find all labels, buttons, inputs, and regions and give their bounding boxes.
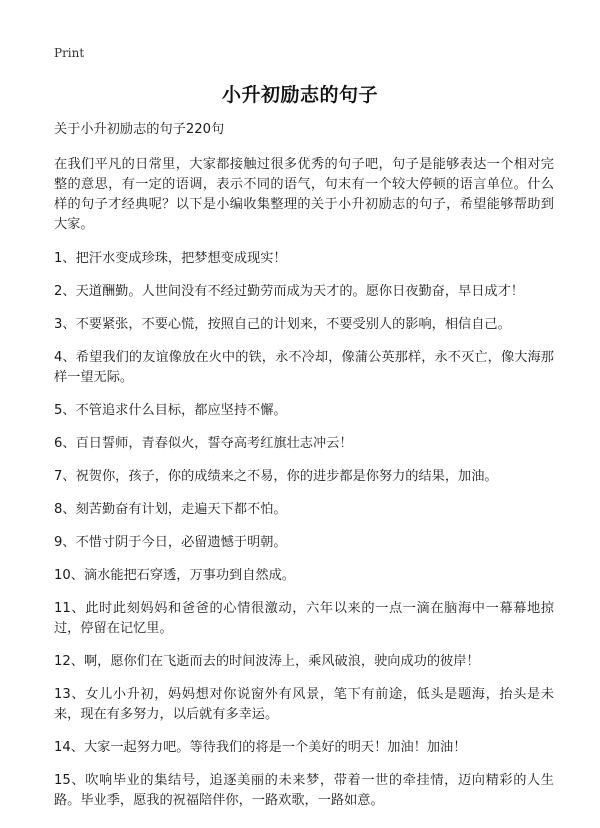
list-item: 7、祝贺你，孩子，你的成绩来之不易，你的进步都是你努力的结果，加油。 (54, 469, 498, 484)
list-item: 15、吹响毕业的集结号，追逐美丽的未来梦，带着一世的牵挂情，迈向精彩的人生路。毕业季，愿我的祝福陪伴你，一路欢歌，一路如意。 (54, 773, 554, 808)
list-item: 8、刻苦勤奋有计划，走遍天下都不怕。 (54, 502, 287, 517)
list-item: 2、天道酬勤。人世间没有不经过勤劳而成为天才的。愿你日夜勤奋，早日成才！ (54, 284, 524, 299)
list-item: 12、啊，愿你们在飞逝而去的时间波涛上，乘风破浪，驶向成功的彼岸！ (54, 654, 480, 669)
list-item: 11、此时此刻妈妈和爸爸的心情很激动，六年以来的一点一滴在脑海中一幕幕地掠过，停留在记忆里。 (54, 601, 554, 636)
list-item: 13、女儿小升初，妈妈想对你说窗外有风景，笔下有前途，低头是题海，抬头是未来，现在有多努力，以后就有多幸运。 (54, 687, 554, 722)
list-item: 1、把汗水变成珍珠，把梦想变成现实！ (54, 251, 287, 266)
list-item: 4、希望我们的友谊像放在火中的铁，永不冷却，像蒲公英那样，永不灭亡，像大海那样一望无际。 (54, 350, 554, 385)
list-item: 14、大家一起努力吧。等待我们的将是一个美好的明天！加油！加油！ (54, 740, 467, 755)
intro-paragraph: 在我们平凡的日常里，大家都接触过很多优秀的句子吧，句子是能够表达一个相对完整的意思，有一定的语调，表示不同的语气，句末有一个较大停顿的语言单位。什么样的句子才经典呢？以下是小编收集整理的关于小升初励志的句子，希望能够帮助到大家。 (54, 157, 554, 232)
list-item: 3、不要紧张，不要心慌，按照自己的计划来，不要受别人的影响，相信自己。 (54, 317, 511, 332)
print-link[interactable]: Print (54, 46, 85, 60)
list-item: 6、百日誓师，青春似火，誓夺高考红旗壮志冲云！ (54, 436, 353, 451)
document-subtitle: 关于小升初励志的句子220句 (54, 122, 225, 137)
list-item: 9、不惜寸阴于今日，必留遗憾于明朝。 (54, 535, 287, 550)
list-item: 10、滴水能把石穿透，万事功到自然成。 (54, 568, 295, 583)
page-title: 小升初励志的句子 (221, 84, 378, 106)
list-item: 5、不管追求什么目标，都应坚持不懈。 (54, 403, 287, 418)
document-body (54, 120, 554, 824)
